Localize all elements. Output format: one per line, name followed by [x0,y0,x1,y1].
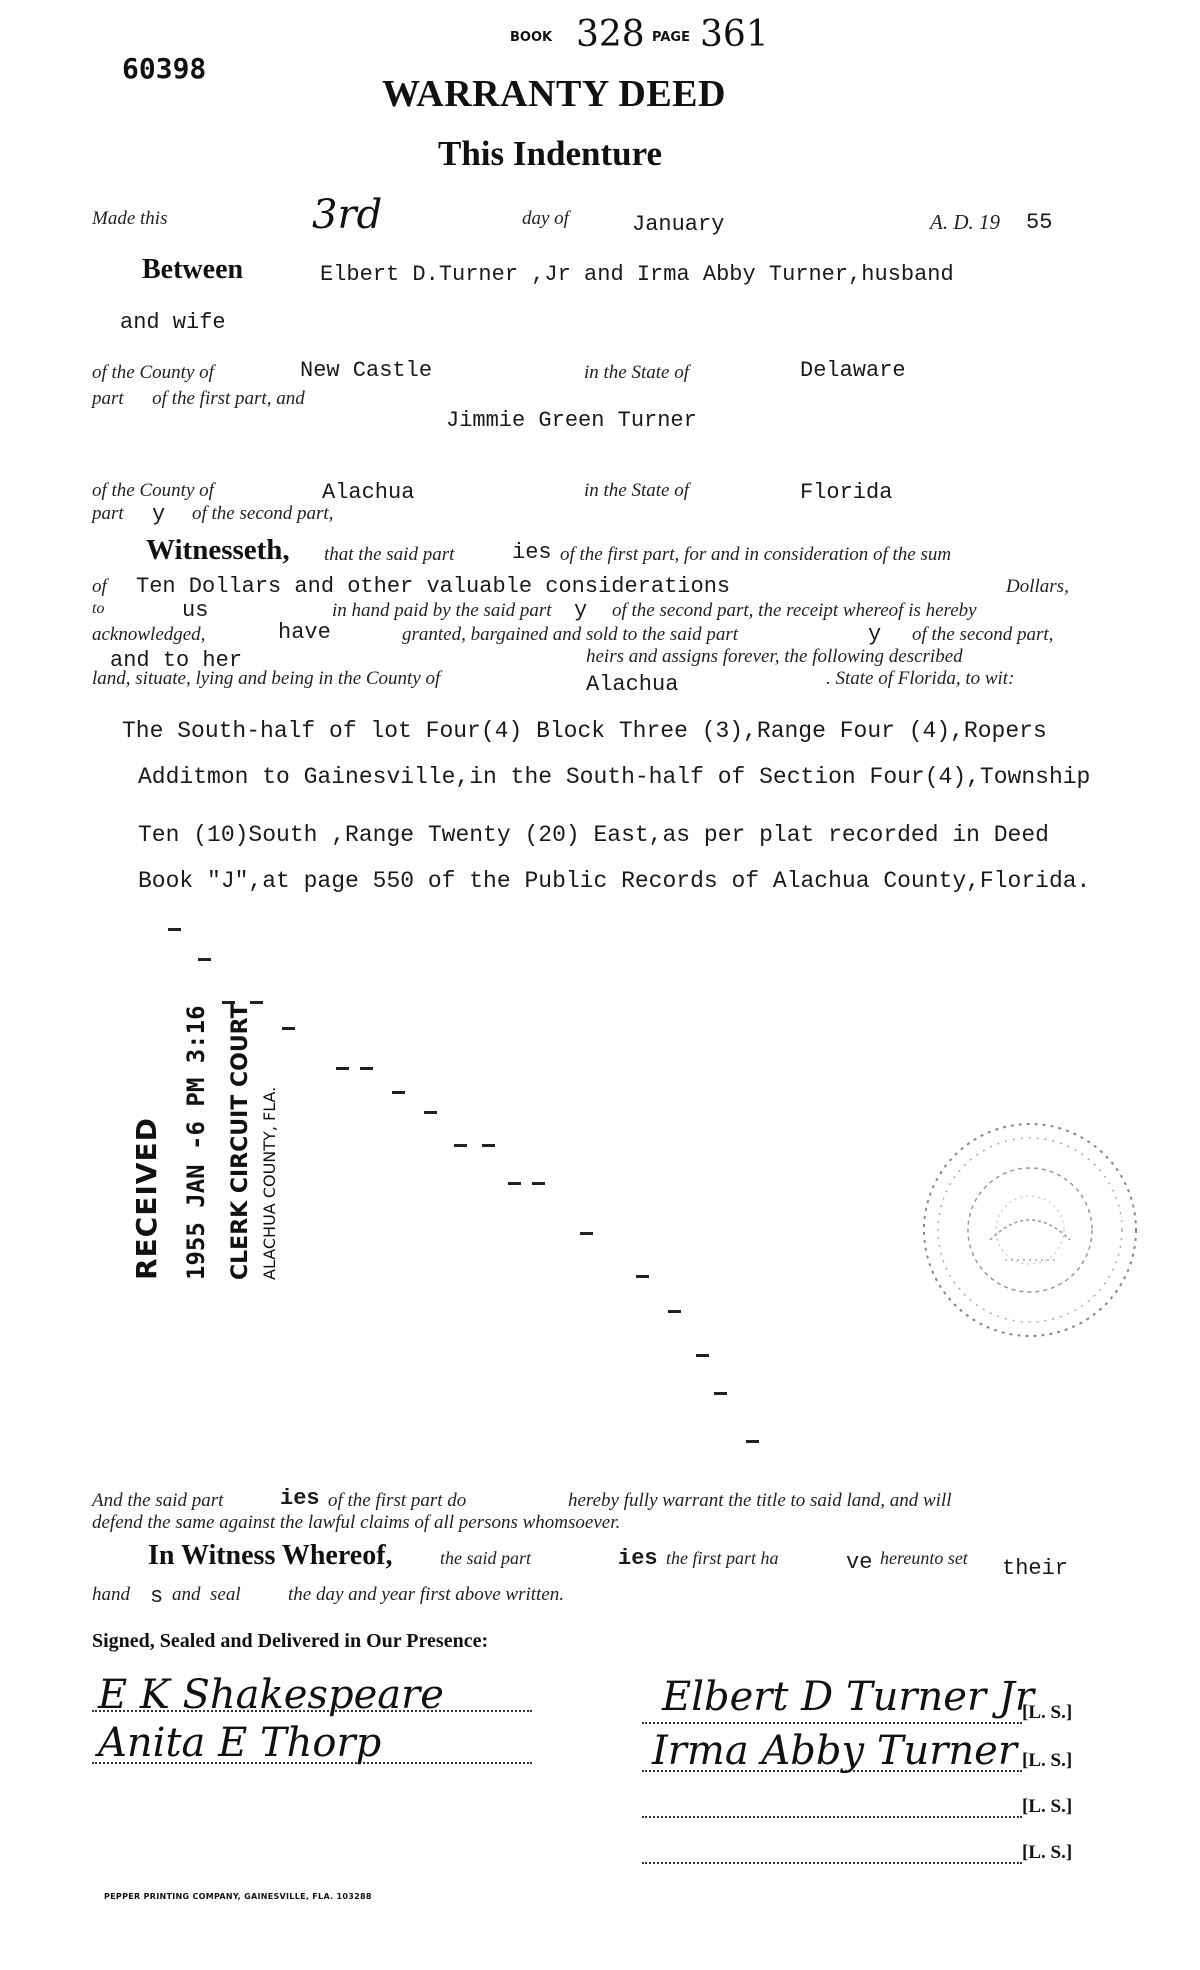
legal-description-line: Ten (10)South ,Range Twenty (20) East,as per plat recorded in Deed [138,822,1049,848]
first-party-line2: and wife [120,310,226,335]
book-number: 328 [576,14,645,55]
document-number: 60398 [122,52,207,85]
witnesseth-l6-county: Alachua [586,672,679,697]
part-second-y: y [152,502,166,527]
ls-label: [L. S.] [1022,1702,1073,1723]
in-witness-s: s [150,1584,164,1609]
witnesseth-l4-y: y [868,622,882,647]
between-label: Between [142,254,244,285]
witnesseth-l3-us: us [182,598,209,623]
in-witness-seal: seal [210,1584,241,1605]
page-number: 361 [700,14,769,55]
book-label: BOOK [510,30,553,45]
witnesseth-l1a: that the said part [324,544,455,565]
grantor-signature-line [642,1816,1022,1818]
witnesseth-l3-y: y [574,598,588,623]
made-this-label: Made this [92,208,168,229]
witnesseth-l4b: of the second part, [912,624,1054,645]
witnesseth-l4-have: have [278,620,331,645]
warranty-l1c: hereby fully warrant the title to said land, and will [568,1490,952,1511]
page-label: PAGE [652,30,690,45]
second-county-value: Alachua [322,480,415,505]
document-title: WARRANTY DEED [382,73,726,115]
legal-description-line: The South-half of lot Four(4) Block Three (3),Range Four (4),Ropers [122,718,1047,744]
witness-signature: Anita E Thorp [98,1720,382,1766]
witnesseth-l5b: heirs and assigns forever, the following described [586,646,963,667]
witnesseth-l2-dollars: Dollars, [1006,576,1069,597]
first-party-line1: Elbert D.Turner ,Jr and Irma Abby Turner,husband [320,262,954,287]
in-state-label-1: in the State of [584,362,690,383]
grantor-signature-line [642,1862,1022,1864]
embossed-seal [910,1110,1150,1350]
in-witness-ies: ies [618,1546,658,1571]
ls-label: [L. S.] [1022,1796,1073,1817]
grantor-signature: Elbert D Turner Jr [662,1674,1034,1720]
legal-description-line: Additmon to Gainesville,in the South-half of Section Four(4),Township [138,764,1091,790]
ad-label: A. D. 19 [930,210,1000,234]
witnesseth-l1b: of the first part, for and in consideration of the sum [560,544,952,565]
day-of-label: day of [522,208,569,229]
grantor-signature-line [642,1722,1022,1724]
ls-label: [L. S.] [1022,1750,1073,1771]
ls-label: [L. S.] [1022,1842,1073,1863]
witnesseth-l3a: in hand paid by the said part [332,600,552,621]
first-state-value: Delaware [800,358,906,383]
warranty-l1b: of the first part do [328,1490,467,1511]
grantor-signature: Irma Abby Turner [652,1728,1017,1774]
in-witness-rest: the day and year first above written. [288,1584,564,1605]
witnesseth-l2-of: of [92,576,107,597]
printer-imprint: PEPPER PRINTING COMPANY, GAINESVILLE, FLA. 103288 [104,1892,372,1901]
in-witness-b: the first part ha [666,1548,779,1568]
received-label: RECEIVED [130,1117,163,1280]
in-witness-hand: hand [92,1584,130,1605]
of-county-label-1: of the County of [92,362,214,383]
in-witness-a: the said part [440,1548,532,1568]
witnesseth-label: Witnesseth, [146,534,290,566]
part-second-label-b: of the second part, [192,503,334,524]
first-county-value: New Castle [300,358,433,383]
witnesseth-l1-ies: ies [512,540,552,565]
consideration-value: Ten Dollars and other valuable considerations [136,574,731,599]
day-handwritten: 3rd [312,192,383,238]
witnesseth-l3-to: to [92,600,105,617]
second-party-value: Jimmie Green Turner [446,408,697,433]
of-county-label-2: of the County of [92,480,214,501]
warranty-l1a: And the said part [92,1490,224,1511]
month-value: January [632,212,725,237]
warranty-l2: defend the same against the lawful claims of all persons whomsoever. [92,1512,621,1533]
in-state-label-2: in the State of [584,480,690,501]
in-witness-c: hereunto set [880,1548,968,1568]
witnesseth-l4a: granted, bargained and sold to the said part [402,624,739,645]
year-value: 55 [1026,210,1053,235]
county-label: ALACHUA COUNTY, FLA. [260,1086,279,1280]
in-witness-their: their [1002,1556,1069,1581]
legal-description-line: Book "J",at page 550 of the Public Records of Alachua County,Florida. [138,868,1091,894]
warranty-l1-ies: ies [280,1486,320,1511]
received-date: 1955 JAN -6 PM 3:16 [182,1005,210,1280]
in-witness-label: In Witness Whereof, [148,1540,393,1571]
witnesseth-l5-and: and to her [110,648,243,673]
witnesseth-l6a: land, situate, lying and being in the County of [92,668,441,689]
in-witness-and: and [172,1584,201,1605]
witnesseth-l4-ack: acknowledged, [92,624,206,645]
witnesseth-l6b: . State of Florida, to wit: [826,668,1015,689]
witness-signature: E K Shakespeare [98,1672,444,1718]
signed-heading: Signed, Sealed and Delivered in Our Presence: [92,1630,489,1652]
in-witness-ve: ve [846,1550,873,1575]
second-state-value: Florida [800,480,893,505]
part-second-label-a: part [92,503,124,524]
witnesseth-l3b: of the second part, the receipt whereof is hereby [612,600,977,621]
clerk-label: CLERK CIRCUIT COURT [228,1003,253,1280]
part-first-label: part of the first part, and [92,388,305,409]
document-subtitle: This Indenture [438,134,663,173]
